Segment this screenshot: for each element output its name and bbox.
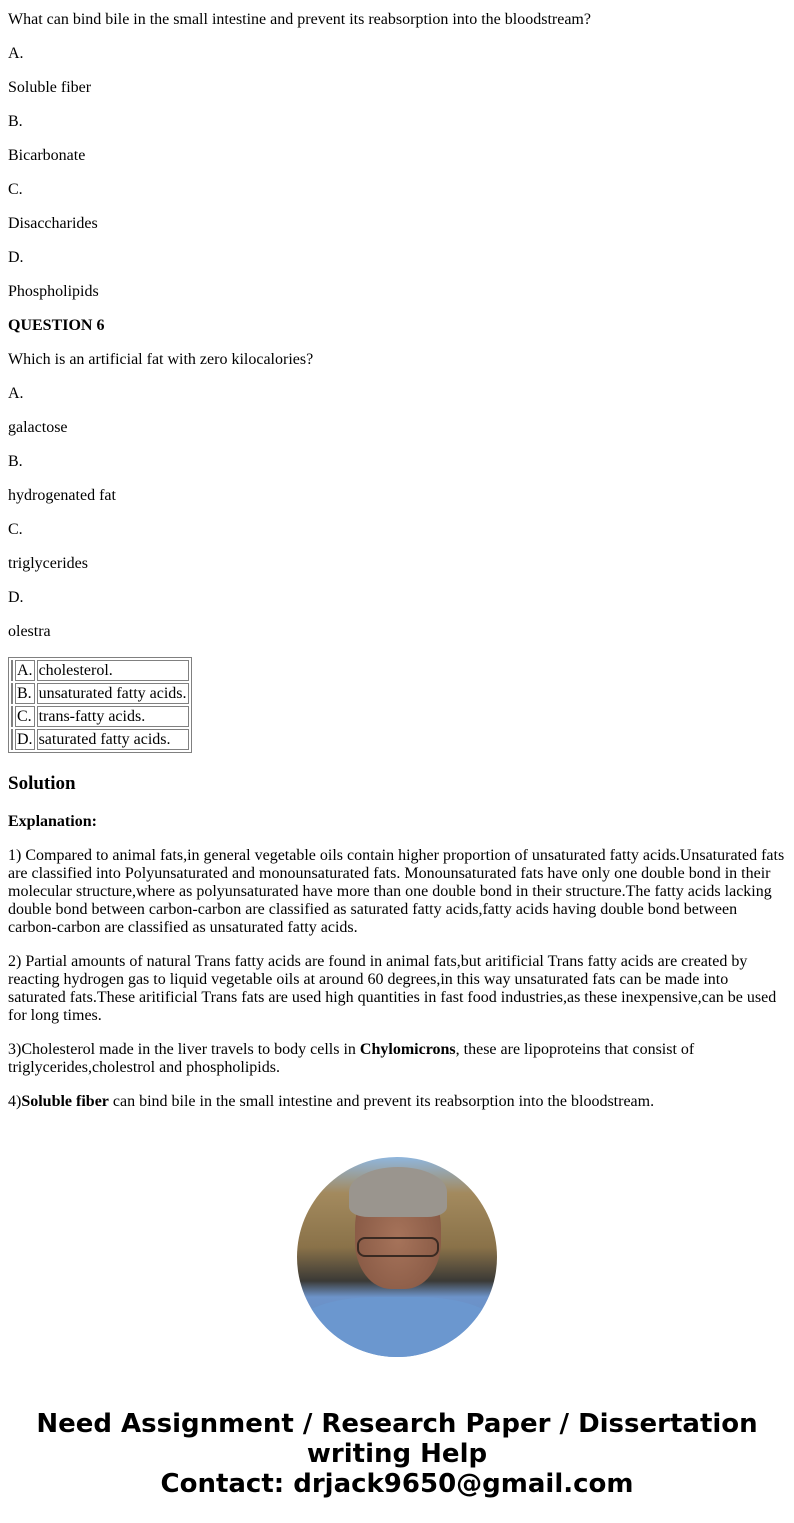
empty-cell bbox=[11, 706, 13, 727]
q6-option-a-letter: A. bbox=[8, 385, 24, 402]
p3-bold-term: Chylomicrons bbox=[359, 1041, 456, 1058]
table-row bbox=[11, 660, 189, 681]
q6-option-a-text: galactose bbox=[8, 419, 68, 436]
author-photo-container bbox=[0, 1157, 794, 1357]
table-row bbox=[11, 706, 189, 727]
option-text: unsaturated fatty acids. bbox=[38, 685, 187, 702]
explanation-paragraph-4 bbox=[8, 1093, 786, 1111]
author-photo bbox=[297, 1157, 497, 1357]
p4-text-before: 4) bbox=[8, 1093, 22, 1110]
q6-option-b-text: hydrogenated fat bbox=[8, 487, 116, 504]
question-6-text: Which is an artificial fat with zero kilocalories? bbox=[8, 351, 314, 368]
photo-shirt bbox=[297, 1297, 497, 1357]
empty-cell bbox=[11, 683, 13, 704]
q5-option-a-text: Soluble fiber bbox=[8, 79, 92, 96]
p3-text-before: 3)Cholesterol made in the liver travels to body cells in bbox=[8, 1041, 360, 1058]
explanation-paragraph-3 bbox=[8, 1041, 786, 1077]
table-row bbox=[11, 729, 189, 750]
promo-line-1: Need Assignment / Research Paper / Dissertation writing Help bbox=[36, 1409, 758, 1469]
q5-option-d-text: Phospholipids bbox=[8, 283, 99, 300]
option-text: saturated fatty acids. bbox=[37, 729, 189, 750]
q6-option-d-letter: D. bbox=[8, 589, 24, 606]
q5-option-c-text: Disaccharides bbox=[8, 215, 98, 232]
empty-cell bbox=[11, 660, 13, 681]
option-text: trans-fatty acids. bbox=[37, 706, 189, 727]
q5-option-b-letter: B. bbox=[8, 113, 23, 130]
q6-option-d-text: olestra bbox=[8, 623, 51, 640]
option-letter: C. bbox=[15, 706, 35, 727]
photo-hair bbox=[349, 1167, 447, 1217]
p4-bold-term: Soluble fiber bbox=[21, 1093, 109, 1110]
option-text: cholesterol. bbox=[37, 660, 189, 681]
photo-glasses bbox=[357, 1237, 439, 1257]
option-letter: A. bbox=[17, 662, 33, 679]
question-5-text: What can bind bile in the small intestine and prevent its reabsorption into the bloodstream? bbox=[8, 11, 591, 28]
explanation-label: Explanation: bbox=[8, 813, 97, 830]
option-letter: D. bbox=[17, 731, 33, 748]
options-table bbox=[8, 657, 192, 753]
explanation-paragraph-2: 2) Partial amounts of natural Trans fatty acids are found in animal fats,but aritificial Trans fatty acids are created by reacting hydrogen gas to liquid vegetable oils at around 60 degrees,in this way unsaturated fats can be made into saturated fats.These aritificial Trans fats are used high quantities in fast food industries,as these inexpensive,can be used for long times. bbox=[8, 953, 777, 1024]
q6-option-c-letter: C. bbox=[8, 521, 23, 538]
q5-option-b-text: Bicarbonate bbox=[8, 147, 86, 164]
promo-banner bbox=[0, 1409, 794, 1499]
p3-text-after: , these are lipoproteins that consist of triglycerides,cholestrol and phospholipids. bbox=[8, 1041, 695, 1076]
p4-text-after: can bind bile in the small intestine and prevent its reabsorption into the bloodstream. bbox=[108, 1093, 655, 1110]
q6-option-b-letter: B. bbox=[8, 453, 23, 470]
solution-heading: Solution bbox=[8, 773, 76, 794]
option-letter: B. bbox=[15, 683, 35, 704]
question-6-heading bbox=[8, 317, 786, 335]
q5-option-d-letter: D. bbox=[8, 249, 24, 266]
promo-contact: Contact: drjack9650@gmail.com bbox=[160, 1469, 634, 1499]
q6-option-c-text: triglycerides bbox=[8, 555, 88, 572]
q5-option-c-letter: C. bbox=[8, 181, 23, 198]
table-row bbox=[11, 683, 189, 704]
question-6-heading-text: QUESTION 6 bbox=[8, 317, 105, 334]
empty-cell bbox=[11, 729, 13, 750]
document bbox=[0, 11, 794, 1111]
explanation-paragraph-1: 1) Compared to animal fats,in general vegetable oils contain higher proportion of unsaturated fatty acids.Unsaturated fats are classified into Polyunsaturated and monounsaturated fats. Monounsaturated fats have only one double bond in their molecular structure,where as polyunsaturated have more than one double bond in their structure.The fatty acids lacking double bond between carbon-carbon are classified as saturated fatty acids,fatty acids having double bond between carbon-carbon are classified as unsaturated fatty acids. bbox=[8, 847, 785, 936]
q5-option-a-letter: A. bbox=[8, 45, 24, 62]
